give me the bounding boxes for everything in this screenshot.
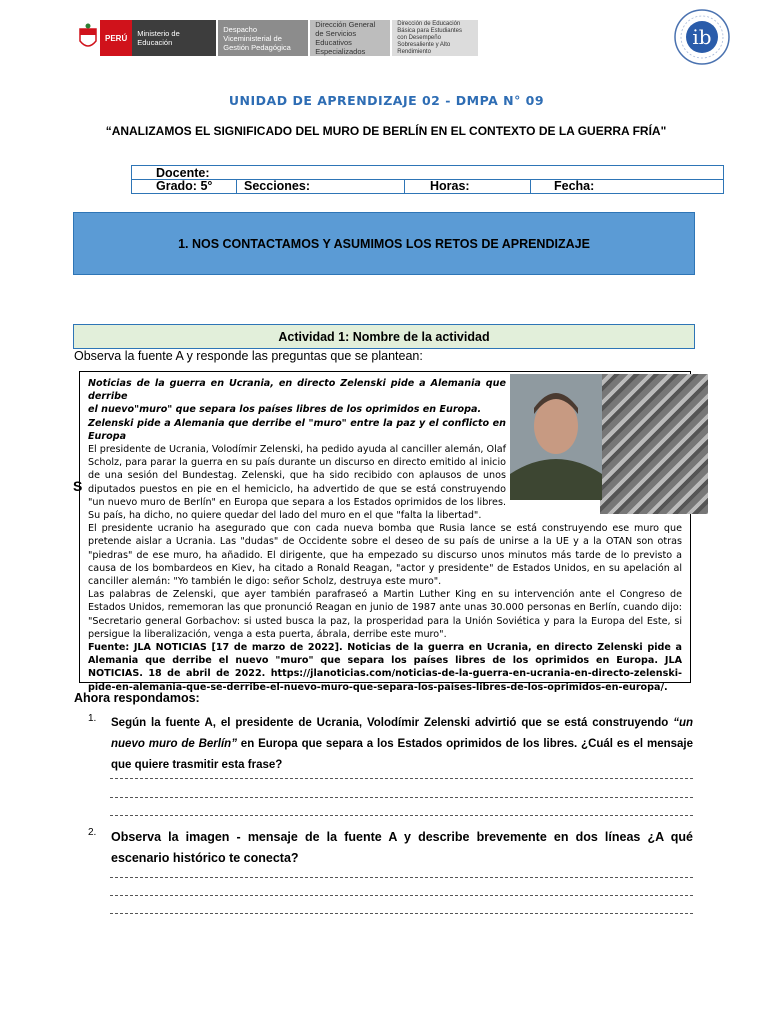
respond-heading: Ahora respondamos: (74, 691, 200, 705)
activity-title: Actividad 1: Nombre de la actividad (73, 324, 695, 349)
unit-title: UNIDAD DE APRENDIZAJE 02 - DMPA N° 09 (228, 93, 545, 108)
zelenski-photo (510, 374, 602, 500)
source-paragraph-1: El presidente de Ucrania, Volodímir Zelenski, ha pedido ayuda al canciller alemán, Olaf Scholz, para parar la guerra en su país durante un discurso en directo emitido al inicio de una sesión del Bundestag. Zelenski, que ha sido recibido con aplausos de unos diputados puestos en pie en el hemiciclo, ha advertido de que se está construyendo "un nuevo muro de Berlín" en Europa que separa a los Estados oprimidos de los libres. Su país, ha dicho, no quiere quedar del lado del muro en el que "falta la libertad". (88, 444, 507, 522)
question-text: Observa la imagen - mensaje de la fuente A y describe brevemente en dos líneas ¿A qué escenario histórico te conecta? (111, 830, 693, 865)
berlin-wall-photo (600, 374, 708, 514)
fecha-label: Fecha: (554, 179, 595, 193)
grado-label: Grado: 5° (156, 179, 213, 193)
instruction-text: Observa la fuente A y responde las preguntas que se plantean: (74, 349, 423, 363)
source-paragraph-2: El presidente ucranio ha asegurado que con cada nueva bomba que Rusia lance se está construyendo ese muro que pretende aislar a Ucrania. Las "dudas" de Occidente sobre el deseo de su país de unirse a la UE y a la OTAN son otras "piedras" de ese muro, ha añadido. El dirigente, que ha empezado su discurso unos minutos más tarde de lo previsto a causa de los bombardeos en Kiev, ha citado a Ronald Reagan, "actor y presidente" de Estados Unidos, en su apelación al canciller alemán: "Yo también le digo: señor Scholz, destruya este muro". (88, 523, 682, 588)
direction-label: Dirección de Educación Básica para Estudiantes con Desempeño Sobresaliente y Alto Rendimiento (392, 20, 478, 56)
source-headline-3: Zelenski pide a Alemania que derribe el "muro" entre la paz y el conflicto en Europa (88, 417, 506, 442)
info-row (132, 179, 723, 194)
source-paragraph-3: Las palabras de Zelenski, que ayer también parafraseó a Martin Luther King en su intervención ante el Congreso de Estados Unidos, rememoran las que pronunció Reagan en junio de 1987 ante unas 30.000 personas en Berlín, cuando dijo: "Secretario general Gorbachov: si usted busca la paz, la prosperidad para la Unión Soviética y para la Europa del Este, si persigue la liberalización, venga a esta puerta, ábrala, derribe este muro". (88, 589, 682, 640)
source-headline-1: Noticias de la guerra en Ucrania, en directo Zelenski pide a Alemania que derribe (88, 378, 506, 403)
stray-letter: S (73, 478, 83, 494)
answer-line[interactable] (110, 815, 693, 816)
source-headline-2: el nuevo"muro" que separa los países libres de los oprimidos en Europa. (88, 404, 482, 416)
docente-label: Docente: (156, 166, 210, 180)
page-title: “ANALIZAMOS EL SIGNIFICADO DEL MURO DE BERLÍN EN EL CONTEXTO DE LA GUERRA FRÍA" (105, 124, 667, 138)
answer-line[interactable] (110, 797, 693, 798)
section-heading: 1. NOS CONTACTAMOS Y ASUMIMOS LOS RETOS DE APRENDIZAJE (73, 212, 695, 275)
answer-line[interactable] (110, 877, 693, 878)
ib-logo-text: ib (692, 25, 712, 49)
answer-line[interactable] (110, 778, 693, 779)
direction-general-label: Dirección General de Servicios Educativos Especializados (310, 20, 390, 56)
question-text: Según la fuente A, el presidente de Ucrania, Volodímir Zelenski advirtió que se está construyendo “un nuevo muro de Berlín” en Europa que separa a los Estados oprimidos de los libres. ¿Cuál es el mensaje que quiere trasmitir esta frase? (111, 717, 693, 771)
secciones-label: Secciones: (244, 179, 311, 193)
government-logo-bar (76, 20, 478, 56)
vice-ministry-label: Despacho Viceministerial de Gestión Pedagógica (218, 20, 308, 56)
source-citation: Fuente: JLA NOTICIAS [17 de marzo de 2022]. Noticias de la guerra en Ucrania, en directo Zelenski pide a Alemania que derribe el nuevo "muro" que separa los países libres de los oprimidos en Europa. JLA NOTICIAS. 18 de abril de 2022. https://jlanoticias.com/noticias-de-la-guerra-en-ucrania-en-directo-zelenski-pide-en-alemania-que-se-derribe-el-nuevo-muro-que-separa-los-paises-libres-de-los-oprimidos-en-europa/. (88, 642, 682, 693)
answer-line[interactable] (110, 895, 693, 896)
question-number: 1. (88, 713, 97, 724)
coat-of-arms-icon (76, 20, 100, 56)
info-table (131, 165, 724, 194)
ministry-label: Ministerio de Educación (132, 20, 216, 56)
question-number: 2. (88, 827, 97, 838)
horas-label: Horas: (430, 179, 470, 193)
peru-label: PERÚ (100, 20, 132, 56)
answer-line[interactable] (110, 913, 693, 914)
ib-logo (672, 8, 732, 66)
